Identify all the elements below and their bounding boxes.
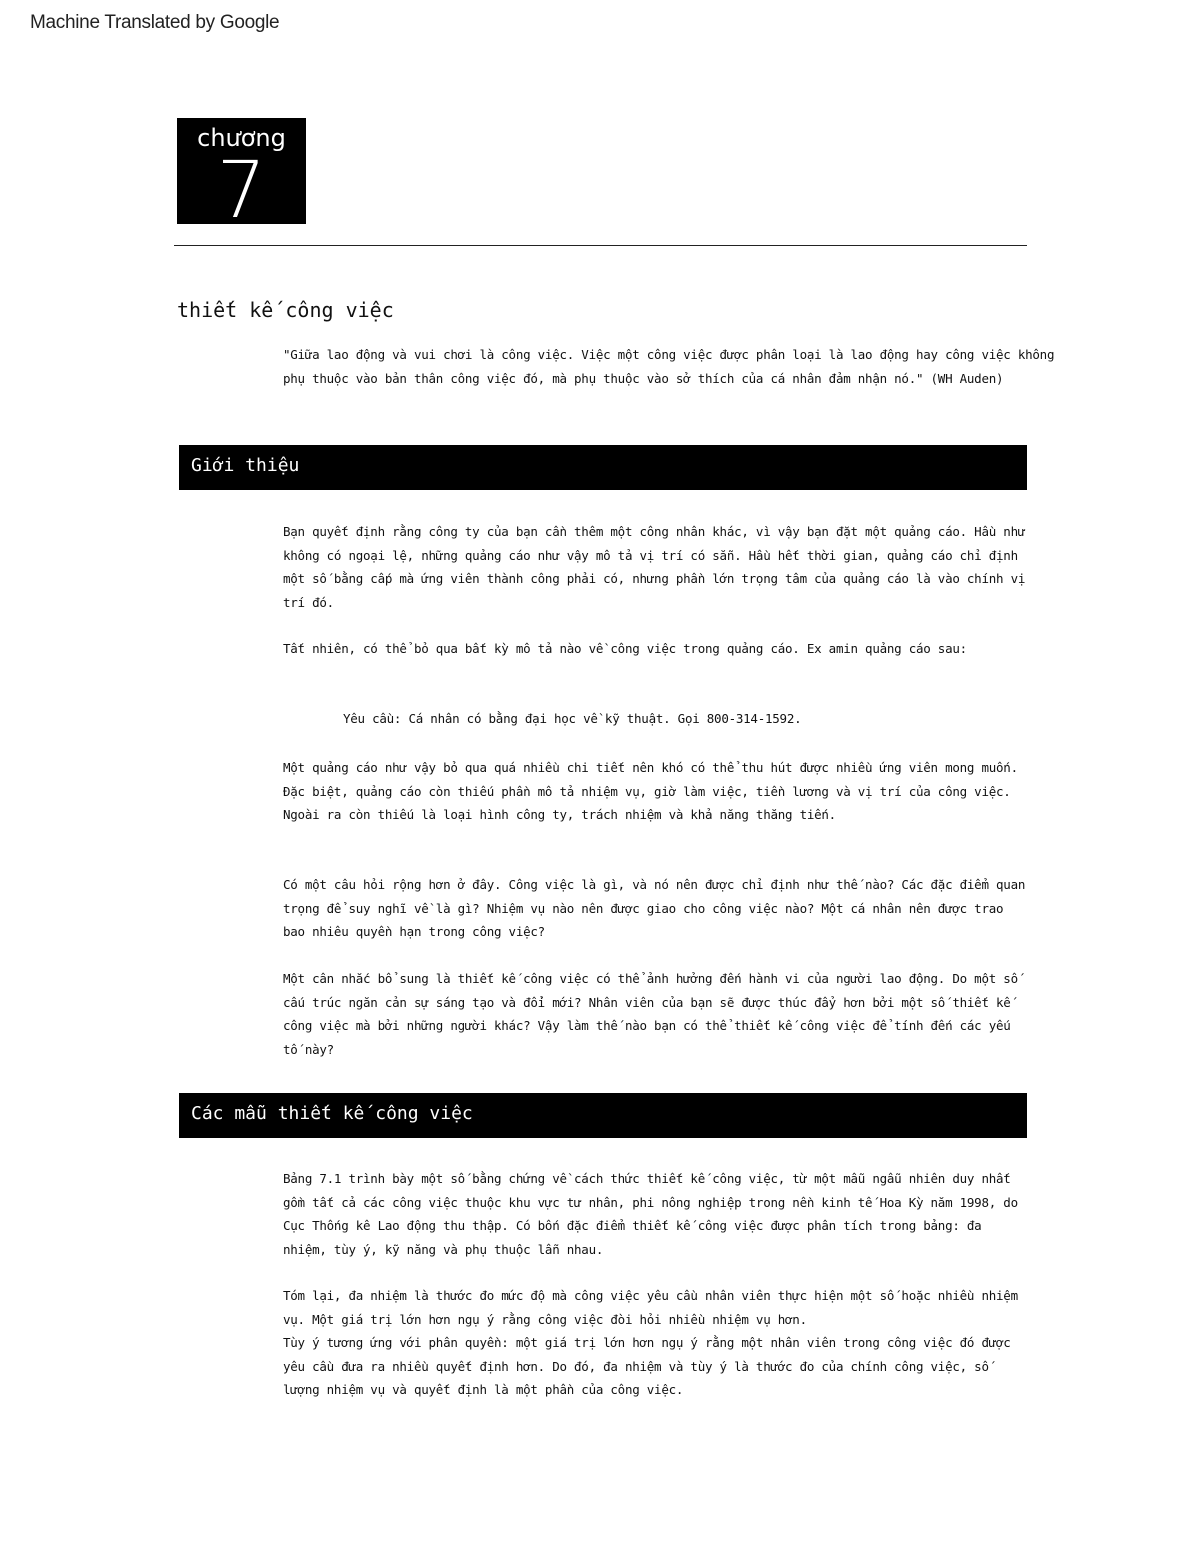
section-heading-bar bbox=[179, 1093, 1027, 1138]
section-heading: Các mẫu thiết kế công việc bbox=[191, 1103, 473, 1124]
chapter-badge bbox=[177, 118, 306, 224]
paragraph: Tùy ý tương ứng với phân quyền: một giá trị lớn hơn ngụ ý rằng một nhân viên trong công việc đó được yêu cầu đưa ra nhiều quyết định hơn. Do đó, đa nhiệm và tùy ý là thước đo của chính công việc, số lượng nhiệm vụ và quyết định là một phần của công việc. bbox=[283, 1335, 1011, 1397]
paragraph: Có một câu hỏi rộng hơn ở đây. Công việc là gì, và nó nên được chỉ định như thế nào? Các đặc điểm quan trọng để suy nghĩ về là gì? Nhiệm vụ nào nên được giao cho công việc nào? Một cá nhân nên được trao bao nhiêu quyền hạn trong công việc? bbox=[283, 877, 1026, 939]
ad-example: Yêu cầu: Cá nhân có bằng đại học về kỹ thuật. Gọi 800-314-1592. bbox=[343, 711, 802, 726]
paragraph: Một quảng cáo như vậy bỏ qua quá nhiều chi tiết nên khó có thể thu hút được nhiều ứng viên mong muốn. Đặc biệt, quảng cáo còn thiếu phần mô tả nhiệm vụ, giờ làm việc, tiền lương và vị trí của công việc. Ngoài ra còn thiếu là loại hình công ty, trách nhiệm và khả năng thăng tiến. bbox=[283, 760, 1018, 822]
chapter-label: chương bbox=[197, 124, 286, 152]
chapter-divider bbox=[174, 245, 1027, 246]
paragraph: Tất nhiên, có thể bỏ qua bất kỳ mô tả nào về công việc trong quảng cáo. Ex amin quảng cáo sau: bbox=[283, 641, 967, 656]
chapter-number: 7 bbox=[216, 146, 267, 224]
epigraph-quote: "Giữa lao động và vui chơi là công việc. Việc một công việc được phân loại là lao động hay công việc không phụ thuộc vào bản thân công việc đó, mà phụ thuộc vào sở thích của cá nhân đảm nhận nó." (WH Auden) bbox=[283, 347, 1055, 386]
machine-translation-banner: Machine Translated by Google bbox=[30, 12, 280, 33]
section-heading-bar bbox=[179, 445, 1027, 490]
chapter-title: thiết kế công việc bbox=[177, 298, 394, 322]
paragraph: Một cân nhắc bổ sung là thiết kế công việc có thể ảnh hưởng đến hành vi của người lao động. Do một số cấu trúc ngăn cản sự sáng tạo và đổi mới? Nhân viên của bạn sẽ được thúc đẩy hơn bởi một số thiết kế công việc mà bởi những người khác? Vậy làm thế nào bạn có thể thiết kế công việc để tính đến các yếu tố này? bbox=[283, 971, 1018, 1057]
paragraph: Bảng 7.1 trình bày một số bằng chứng về cách thức thiết kế công việc, từ một mẫu ngẫu nhiên duy nhất gồm tất cả các công việc thuộc khu vực tư nhân, phi nông nghiệp trong nền kinh tế Hoa Kỳ năm 1998, do Cục Thống kê Lao động thu thập. Có bốn đặc điểm thiết kế công việc được phân tích trong bảng: đa nhiệm, tùy ý, kỹ năng và phụ thuộc lẫn nhau. bbox=[283, 1171, 1018, 1257]
section-heading: Giới thiệu bbox=[191, 455, 300, 476]
paragraph: Bạn quyết định rằng công ty của bạn cần thêm một công nhân khác, vì vậy bạn đặt một quảng cáo. Hầu như không có ngoại lệ, những quảng cáo như vậy mô tả vị trí có sẵn. Hầu hết thời gian, quảng cáo chỉ định một số bằng cấp mà ứng viên thành công phải có, nhưng phần lớn trọng tâm của quảng cáo là vào chính vị trí đó. bbox=[283, 524, 1026, 610]
paragraph: Tóm lại, đa nhiệm là thước đo mức độ mà công việc yêu cầu nhân viên thực hiện một số hoặc nhiều nhiệm vụ. Một giá trị lớn hơn ngụ ý rằng công việc đòi hỏi nhiều nhiệm vụ hơn. bbox=[283, 1288, 1018, 1327]
